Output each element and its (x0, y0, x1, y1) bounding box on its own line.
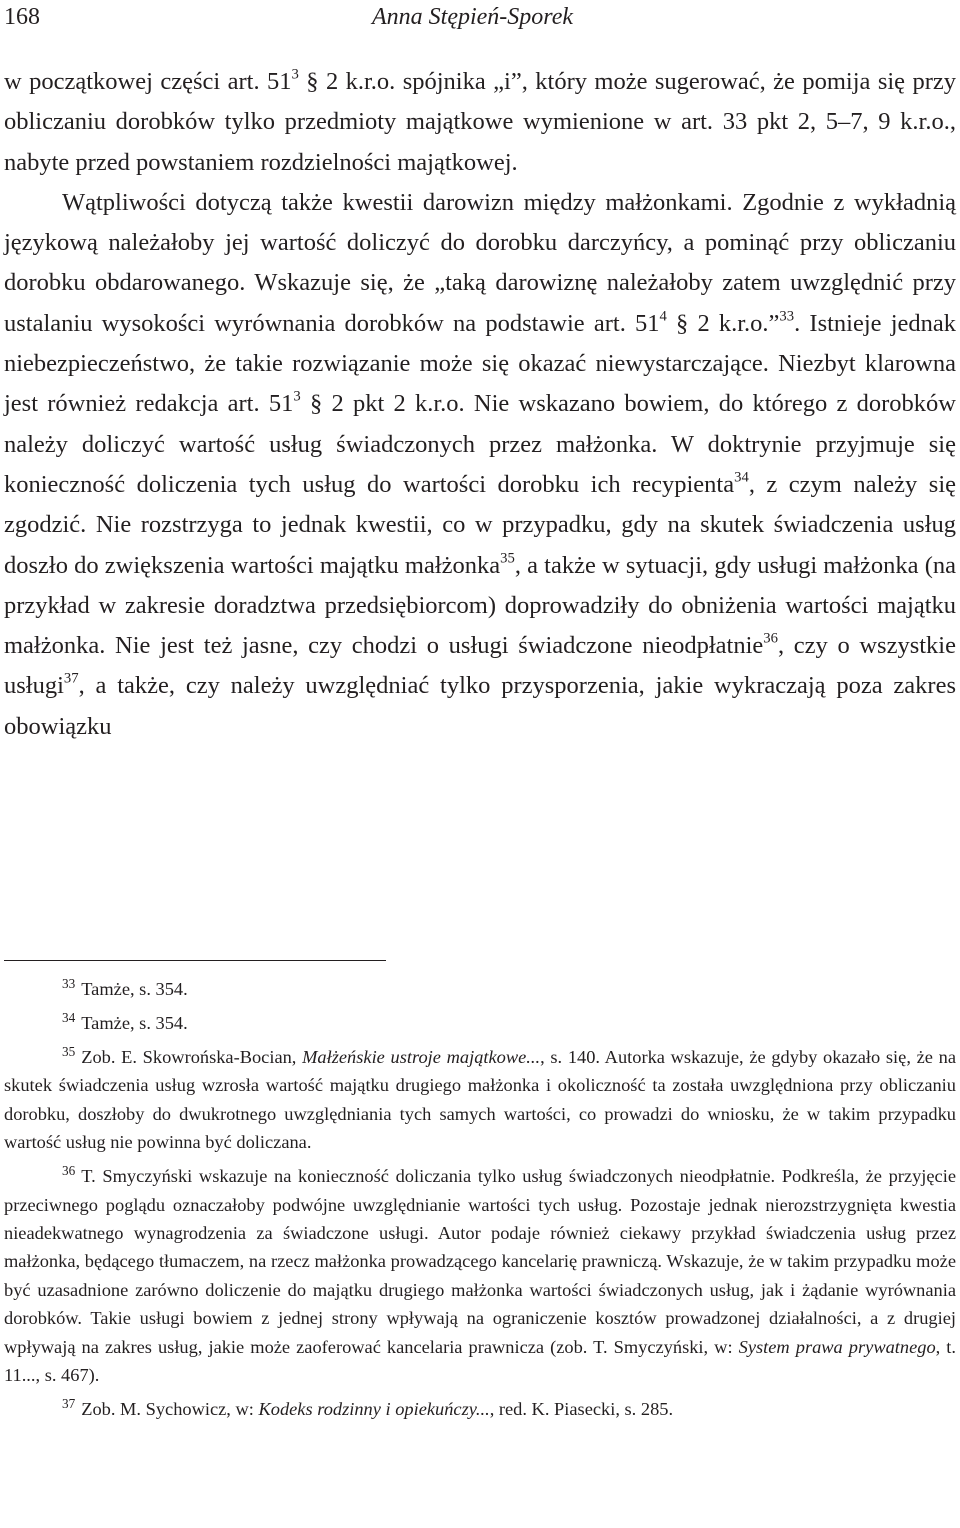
text-run: § 2 k.r.o.” (666, 309, 780, 337)
superscript: 3 (291, 66, 299, 83)
body-text (4, 62, 956, 747)
footnote-text: , t. 11..., s. 467). (4, 1336, 956, 1386)
footnote-text: Zob. M. Sychowicz, w: (81, 1399, 259, 1420)
text-run: Wątpliwości dotyczą także kwestii darowizn między małżonkami. Zgodnie z wykładnią językową należałoby jej wartość doliczyć do dorobku darczyńcy, a pominąć przy obliczaniu dorobku obdarowanego. Wskazuje się, że „taką darowiznę należałoby zatem uwzględnić przy ustalaniu wysokości wyrównania dorobków na podstawie art. 51 (4, 188, 956, 337)
footnote-italic-title: System prawa prywatnego (738, 1336, 936, 1357)
footnote-ref-33[interactable]: 33 (779, 308, 795, 325)
footnote-separator (4, 960, 386, 961)
superscript: 3 (293, 389, 301, 406)
text-run: , a także, czy należy uwzględniać tylko przysporzenia, jakie wykraczają poza zakres obowiązku (4, 672, 956, 740)
footnote-ref-34[interactable]: 34 (734, 469, 749, 486)
footnote-italic-title: Kodeks rodzinny i opiekuńczy... (258, 1399, 490, 1420)
footnote-text: , s. 140. Autorka wskazuje, że gdyby okazało się, że na skutek świadczenia usług wzrosła wartość majątku drugiego małżonka i okoliczność ta została uwzględniona przy obliczaniu dorobku, doszłoby do dwukrotnego uwzględniania tych samych wartości, co prowadzi do wniosku, że w takim przypadku wartość usług nie powinna być doliczana. (4, 1047, 956, 1153)
text-run: § 2 k.r.o. spójnika „i”, który może sugerować, że pomija się przy obliczaniu dorobków tylko przedmioty majątkowe wymienione w art. 33 pkt 2, 5–7, 9 k.r.o., nabyte przed powstaniem rozdzielności majątkowej. (4, 68, 956, 176)
footnote-number: 35 (62, 1043, 76, 1059)
footnote-number: 36 (62, 1162, 76, 1178)
footnote-number: 33 (62, 975, 76, 991)
footnote-italic-title: Małżeńskie ustroje majątkowe... (302, 1047, 541, 1067)
text-run: , z czym należy się zgodzić. Nie rozstrzyga to jednak kwestii, co w przypadku, gdy na skutek świadczenia usług doszło do zwiększenia wartości majątku małżonka (4, 470, 957, 579)
footnote-ref-36[interactable]: 36 (763, 630, 778, 647)
footnote-33 (4, 975, 956, 1003)
footnote-text: Zob. E. Skowrońska-Bocian, (81, 1047, 303, 1067)
paragraph-1 (4, 62, 956, 183)
footnote-text: T. Smyczyński wskazuje na konieczność doliczania tylko usług świadczonych nieodpłatnie. Podkreśla, że przyjęcie przeciwnego poglądu oznaczałoby podwójne uwzględnianie wartości tych usług. Pozostaje jednak nierozstrzygnięta kwestia nieadekwatnego wynagrodzenia za świadczone usługi. Autor podaje również ciekawy przykład świadczenia usług przez małżonka, będącego tłumaczem, na rzecz małżonka prowadzącego kancelarię prawniczą. Wskazuje, że w takim przypadku może być uzasadnione zarówno doliczenie do majątku drugiego małżonka wartości świadczonych usług, jak i żądanie wyrównania dorobków. Takie usługi bowiem z jednej strony wpływają na ograniczenie kosztów prowadzonej działalności, a z drugiej wpływają na zakres usług, jakie może zaoferować kancelaria prawnicza (zob. T. Smyczyński, w: (4, 1166, 956, 1357)
page-number: 168 (4, 4, 40, 30)
superscript: 4 (659, 308, 667, 325)
footnote-text: , red. K. Piasecki, s. 285. (489, 1399, 674, 1420)
text-run: w początkowej części art. 51 (4, 68, 292, 95)
footnote-text: Tamże, s. 354. (81, 979, 188, 999)
footnotes (4, 975, 956, 1429)
footnote-35 (4, 1043, 956, 1157)
footnote-number: 34 (62, 1009, 76, 1025)
text-run: § 2 pkt 2 k.r.o. Nie wskazano bowiem, do którego z dorobków należy doliczyć wartość usług świadczonych przez małżonka. W doktrynie przyjmuje się konieczność doliczenia tych usług do wartości dorobku ich recypienta (4, 390, 957, 498)
text-run: , czy o wszystkie usługi (4, 632, 956, 700)
footnote-text: Tamże, s. 354. (81, 1013, 188, 1033)
text-run: , a także w sytuacji, gdy usługi małżonka (na przykład w zakresie doradztwa przedsiębiorcom) doprowadziły do obniżenia wartości majątku małżonka. Nie jest też jasne, czy chodzi o usługi świadczone nieodpłatnie (4, 551, 956, 660)
footnote-36 (4, 1162, 956, 1389)
footnote-number: 37 (62, 1395, 76, 1411)
footnote-ref-35[interactable]: 35 (500, 550, 515, 567)
running-header-author: Anna Stępień-Sporek (372, 4, 574, 30)
running-header (4, 2, 956, 32)
footnote-37 (4, 1395, 956, 1423)
footnote-ref-37[interactable]: 37 (63, 671, 79, 688)
footnote-34 (4, 1009, 956, 1037)
text-run: . Istnieje jednak niebezpieczeństwo, że takie rozwiązanie może się okazać niewystarczające. Niezbyt klarowna jest również redakcja art. 51 (4, 309, 956, 418)
paragraph-2 (4, 183, 956, 747)
